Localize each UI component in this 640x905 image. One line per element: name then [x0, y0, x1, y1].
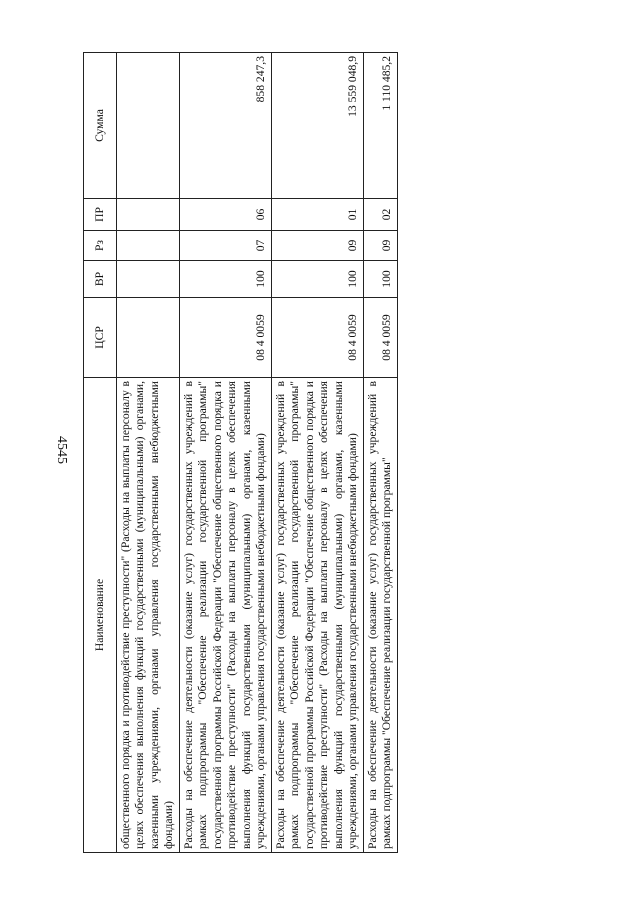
row-pr: 01 [271, 199, 363, 231]
row-rz: 07 [179, 231, 271, 261]
row-rz [117, 231, 180, 261]
budget-table [83, 52, 398, 853]
header-csr: ЦСР [84, 298, 117, 378]
row-sum: 858 247,3 [179, 53, 271, 199]
row-pr [117, 199, 180, 231]
row-csr: 08 4 0059 [179, 298, 271, 378]
rotated-page [83, 53, 603, 853]
row-pr: 02 [363, 199, 397, 231]
page-number: 4545 [54, 436, 69, 464]
row-name: общественного порядка и противодействие преступности" (Расходы на выплаты персоналу в целях обеспечения выполнения функций государственными (муниципальными) органами, казенными учреждениями, органами управления государственными внебюджетными фондами) [117, 378, 180, 853]
row-pr: 06 [179, 199, 271, 231]
row-vr [117, 261, 180, 298]
row-sum: 13 559 048,9 [271, 53, 363, 199]
table-header-row [84, 53, 117, 853]
header-vr: ВР [84, 261, 117, 298]
header-sum: Сумма [84, 53, 117, 199]
row-rz: 09 [363, 231, 397, 261]
row-vr: 100 [179, 261, 271, 298]
row-csr: 08 4 0059 [363, 298, 397, 378]
row-csr: 08 4 0059 [271, 298, 363, 378]
row-vr: 100 [271, 261, 363, 298]
row-sum [117, 53, 180, 199]
table-row [117, 53, 180, 853]
row-csr [117, 298, 180, 378]
table-row [363, 53, 397, 853]
row-name: Расходы на обеспечение деятельности (оказание услуг) государственных учреждений в рамках подпрограммы "Обеспечение реализации государственной программы" государственной программы Российской Федерации "Обеспечение общественного порядка и противодействие преступности" (Расходы на выплаты персоналу в целях обеспечения выполнения функций государственными (муниципальными) органами, казенными учреждениями, органами управления государственными внебюджетными фондами) [179, 378, 271, 853]
row-name: Расходы на обеспечение деятельности (оказание услуг) государственных учреждений в рамках подпрограммы "Обеспечение реализации государственной программы" государственной программы Российской Федерации "Обеспечение общественного порядка и противодействие преступности" (Расходы на выплаты персоналу в целях обеспечения выполнения функций государственными (муниципальными) органами, казенными учреждениями, органами управления государственными внебюджетными фондами) [271, 378, 363, 853]
row-vr: 100 [363, 261, 397, 298]
table-row [271, 53, 363, 853]
table-row [179, 53, 271, 853]
header-pr: ПР [84, 199, 117, 231]
header-name: Наименование [84, 378, 117, 853]
row-name: Расходы на обеспечение деятельности (оказание услуг) государственных учреждений в рамках подпрограммы "Обеспечение реализации государственной программы" [363, 378, 397, 853]
header-rz: Рз [84, 231, 117, 261]
row-sum: 1 110 485,2 [363, 53, 397, 199]
row-rz: 09 [271, 231, 363, 261]
